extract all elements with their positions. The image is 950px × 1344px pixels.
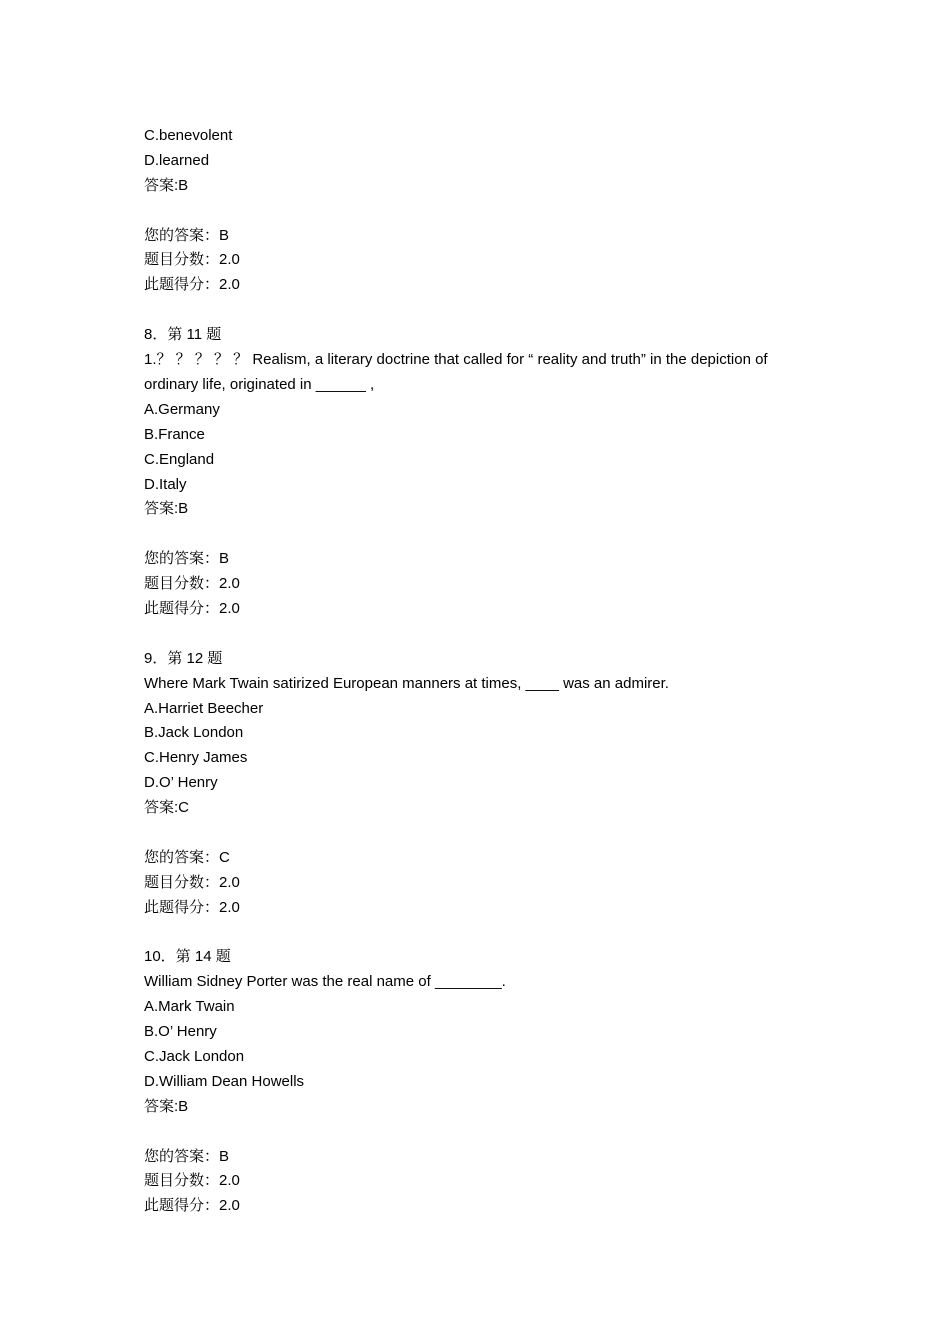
option-c: C.benevolent <box>144 127 233 144</box>
question-score: 题目分数：2.0 <box>144 873 240 891</box>
your-answer: 您的答案：B <box>144 550 230 568</box>
option-d: D.William Dean Howells <box>144 1072 305 1090</box>
option-a: A.Harriet Beecher <box>144 699 264 717</box>
option-c: C.England <box>144 450 215 468</box>
question-score: 题目分数：2.0 <box>144 575 240 593</box>
document-page <box>144 124 814 1219</box>
spacer <box>144 199 814 224</box>
spacer <box>144 1120 814 1145</box>
earned-score: 此题得分：2.0 <box>144 599 240 617</box>
option-d: D.O’ Henry <box>144 774 218 792</box>
spacer <box>144 921 814 946</box>
question-text: 1.？ ？ ？ ？ ？ Realism, a literary doctrine that called for “ reality and truth” in the depiction of ordinary life, originated in ______ , <box>144 351 768 393</box>
correct-answer: 答案:C <box>144 799 190 817</box>
correct-answer: 答案:B <box>144 500 189 518</box>
question-block-8 <box>144 323 814 647</box>
question-header: 8．第 11 题 <box>144 326 222 344</box>
option-d: D.Italy <box>144 475 187 493</box>
earned-score: 此题得分：2.0 <box>144 1197 240 1215</box>
option-c: C.Henry James <box>144 749 248 767</box>
spacer <box>144 522 814 547</box>
option-a: A.Germany <box>144 400 220 418</box>
question-header: 9．第 12 题 <box>144 649 223 667</box>
your-answer: 您的答案：B <box>144 1147 230 1165</box>
earned-score: 此题得分：2.0 <box>144 276 240 294</box>
spacer <box>144 622 814 647</box>
option-a: A.Mark Twain <box>144 998 235 1016</box>
question-block-prev <box>144 124 814 323</box>
question-block-10 <box>144 945 814 1219</box>
option-d: D.learned <box>144 151 210 169</box>
correct-answer: 答案:B <box>144 176 189 194</box>
option-b: B.O’ Henry <box>144 1023 217 1041</box>
earned-score: 此题得分：2.0 <box>144 898 240 916</box>
option-b: B.France <box>144 425 205 443</box>
question-header: 10．第 14 题 <box>144 948 231 966</box>
option-b: B.Jack London <box>144 724 244 742</box>
spacer <box>144 821 814 846</box>
question-block-9 <box>144 647 814 946</box>
spacer <box>144 298 814 323</box>
your-answer: 您的答案：B <box>144 226 230 244</box>
option-c: C.Jack London <box>144 1047 245 1065</box>
your-answer: 您的答案：C <box>144 848 230 866</box>
question-text: Where Mark Twain satirized European manners at times, ____ was an admirer. <box>144 674 669 692</box>
question-score: 题目分数：2.0 <box>144 251 240 269</box>
question-score: 题目分数：2.0 <box>144 1172 240 1190</box>
correct-answer: 答案:B <box>144 1097 189 1115</box>
question-text: William Sidney Porter was the real name of ________. <box>144 973 506 991</box>
